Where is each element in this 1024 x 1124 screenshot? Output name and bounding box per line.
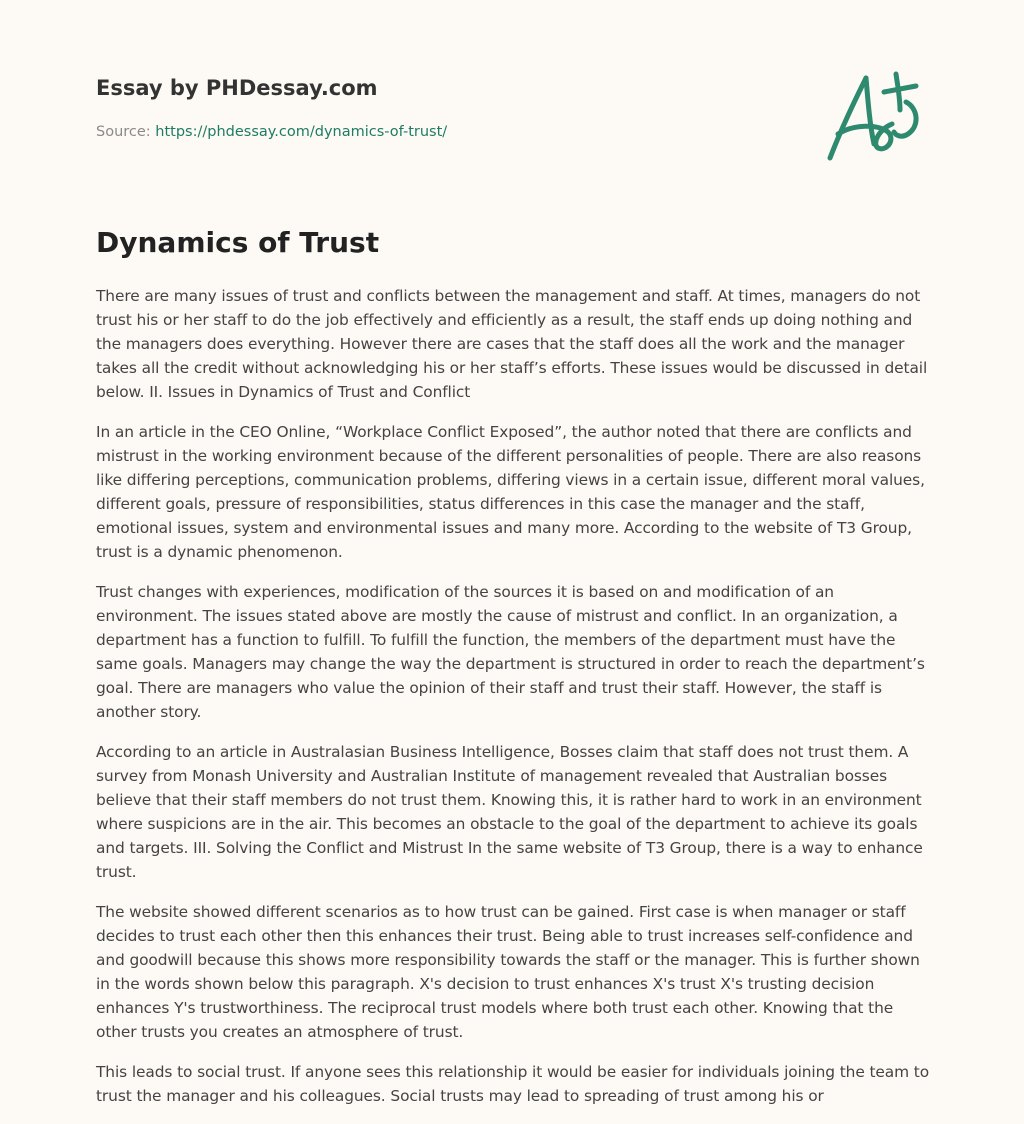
source-line (96, 124, 447, 140)
essay-title: Dynamics of Trust (96, 226, 380, 259)
essay-paragraph: In an article in the CEO Online, “Workplace Conflict Exposed”, the author noted that there are conflicts and mistrust in the working environment because of the different personalities of people. There are also reasons like differing perceptions, communication problems, differing views in a certain issue, different moral values, different goals, pressure of responsibilities, status differences in this case the manager and the staff, emotional issues, system and environmental issues and many more. According to the website of T3 Group, trust is a dynamic phenomenon. (96, 423, 925, 561)
essay-body (96, 284, 932, 1124)
essay-paragraph: According to an article in Australasian Business Intelligence, Bosses claim that staff does not trust them. A survey from Monash University and Australian Institute of management revealed that Australian bosses believe that their staff members do not trust them. Knowing this, it is rather hard to work in an environment where suspicions are in the air. This becomes an obstacle to the goal of the department to achieve its goals and targets. III. Solving the Conflict and Mistrust In the same website of T3 Group, there is a way to enhance trust. (96, 743, 923, 881)
essay-paragraph: This leads to social trust. If anyone sees this relationship it would be easier for individuals joining the team to trust the manager and his colleagues. Social trusts may lead to spreading of trust among his or (96, 1063, 930, 1105)
essay-paragraph: Trust changes with experiences, modification of the sources it is based on and modification of an environment. The issues stated above are mostly the cause of mistrust and conflict. In an organization, a department has a function to fulfill. To fulfill the function, the members of the department must have the same goals. Managers may change the way the department is structured in order to reach the department’s goal. There are managers who value the opinion of their staff and trust their staff. However, the staff is another story. (96, 583, 925, 721)
site-title: Essay by PHDessay.com (96, 76, 378, 100)
essay-paragraph: The website showed different scenarios as to how trust can be gained. First case is when manager or staff decides to trust each other then this enhances their trust. Being able to trust increases self-confidence and and goodwill because this shows more responsibility towards the staff or the manager. This is further shown in the words shown below this paragraph. X's decision to trust enhances X's trust X's trusting decision enhances Y's trustworthiness. The reciprocal trust models where both trust each other. Knowing that the other trusts you creates an atmosphere of trust. (96, 903, 920, 1041)
essay-paragraph: There are many issues of trust and conflicts between the management and staff. At times, managers do not trust his or her staff to do the job effectively and efficiently as a result, the staff ends up doing nothing and the managers does everything. However there are cases that the staff does all the work and the manager takes all the credit without acknowledging his or her staff’s efforts. These issues would be discussed in detail below. II. Issues in Dynamics of Trust and Conflict (96, 287, 928, 401)
a-plus-logo-icon (826, 66, 926, 166)
source-link[interactable]: https://phdessay.com/dynamics-of-trust/ (155, 124, 448, 140)
source-label: Source: (96, 124, 151, 140)
